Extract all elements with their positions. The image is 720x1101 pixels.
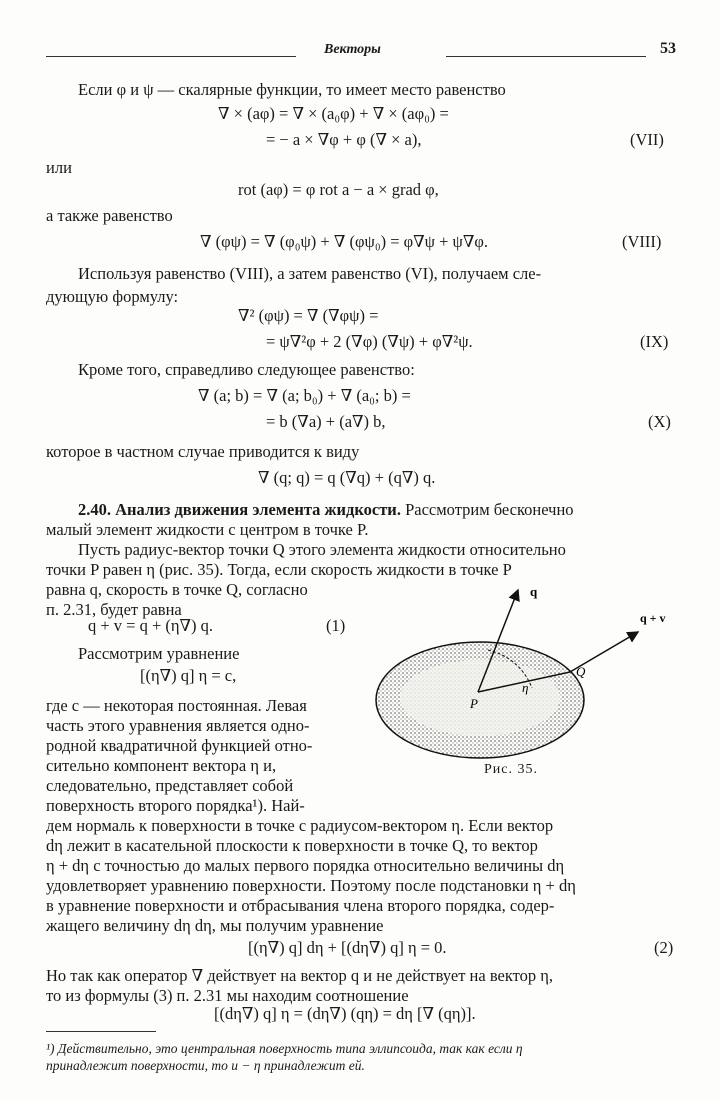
- header-rule-left: [46, 56, 296, 57]
- label-eta: η: [522, 680, 529, 695]
- label-P: P: [470, 696, 478, 711]
- equation-x-line2: = b (∇a) + (a∇) b,: [266, 412, 386, 431]
- label-q: q: [530, 584, 538, 599]
- equation-2: [(η∇) q] dη + [(dη∇) q] η = 0.: [248, 938, 447, 957]
- equation-number: (IX): [640, 332, 669, 351]
- text-line: Пусть радиус-вектор точки Q этого элемента жидкости относительно: [78, 540, 566, 559]
- text-line: точки P равен η (рис. 35). Тогда, если скорость жидкости в точке P: [46, 560, 512, 579]
- figure-35: [370, 580, 710, 780]
- equation-x-line1: ∇ (a; b) = ∇ (a; b₀) + ∇ (a₀; b) =: [198, 386, 411, 405]
- label-Q: Q: [576, 664, 586, 679]
- section-text: Рассмотрим бесконечно: [405, 500, 574, 519]
- text-line: η + dη с точностью до малых первого порядка относительно величины dη: [46, 856, 565, 875]
- label-q-plus-v: q + v: [640, 611, 666, 625]
- equation-special: ∇ (q; q) = q (∇q) + (q∇) q.: [258, 468, 436, 487]
- text-line: часть этого уравнения является одно-: [46, 716, 310, 735]
- text-line: малый элемент жидкости с центром в точке P.: [46, 520, 369, 539]
- text-line: Если φ и ψ — скалярные функции, то имеет место равенство: [78, 80, 506, 99]
- equation-number: (X): [648, 412, 671, 431]
- footnote-line: принадлежит поверхности, то и − η принадлежит ей.: [46, 1058, 365, 1073]
- text-line: где c — некоторая постоянная. Левая: [46, 696, 307, 715]
- section-title: Анализ движения элемента жидкости.: [115, 500, 401, 519]
- running-header: [46, 40, 676, 60]
- text-line: Используя равенство (VIII), а затем равенство (VI), получаем сле-: [78, 264, 542, 283]
- figure-caption: Рис. 35.: [484, 762, 538, 777]
- text-line: дующую формулу:: [46, 287, 179, 306]
- equation-ix-line1: ∇² (φψ) = ∇ (∇φψ) =: [238, 306, 379, 325]
- equation-viii: ∇ (φψ) = ∇ (φ₀ψ) + ∇ (φψ₀) = φ∇ψ + ψ∇φ.: [200, 232, 489, 251]
- header-rule-right: [446, 56, 646, 57]
- text-line: сительно компонент вектора η и,: [46, 756, 277, 775]
- inner-light-region: [400, 660, 560, 736]
- footnote: [46, 1040, 686, 1074]
- text-line: Рассмотрим уравнение: [78, 644, 240, 663]
- footnote-line: ¹) Действительно, это центральная поверхность типа эллипсоида, так как если η: [46, 1041, 523, 1056]
- chapter-title: Векторы: [324, 42, 381, 57]
- text-line: дем нормаль к поверхности в точке с радиусом-вектором η. Если вектор: [46, 816, 554, 835]
- section-number: 2.40.: [78, 500, 111, 519]
- text-line: п. 2.31, будет равна: [46, 600, 182, 619]
- text-line: следовательно, представляет собой: [46, 776, 294, 795]
- equation-vii-line2: = − a × ∇φ + φ (∇ × a),: [266, 130, 422, 149]
- text-line: жащего величину dη dη, мы получим уравнение: [46, 916, 384, 935]
- equation-surface: [(η∇) q] η = c,: [140, 666, 237, 685]
- text-line: dη лежит в касательной плоскости к поверхности в точке Q, то вектор: [46, 836, 538, 855]
- text-line: то из формулы (3) п. 2.31 мы находим соотношение: [46, 986, 409, 1005]
- text-line: Но так как оператор ∇ действует на вектор q и не действует на вектор η,: [46, 966, 554, 985]
- text-line: родной квадратичной функцией отно-: [46, 736, 313, 755]
- text-line: а также равенство: [46, 206, 173, 225]
- text-line: или: [46, 158, 72, 177]
- page-number: 53: [660, 40, 676, 57]
- equation-number: (VIII): [622, 232, 662, 251]
- text-line: Кроме того, справедливо следующее равенство:: [78, 360, 415, 379]
- equation-vii-line1: ∇ × (aφ) = ∇ × (a₀φ) + ∇ × (aφ₀) =: [218, 104, 449, 123]
- equation-number: (1): [326, 616, 346, 635]
- footnote-rule: [46, 1031, 156, 1032]
- equation-relation: [(dη∇) q] η = (dη∇) (qη) = dη [∇ (qη)].: [214, 1004, 476, 1023]
- text-line: поверхность второго порядка¹). Най-: [46, 796, 305, 815]
- text-line: удовлетворяет уравнению поверхности. Поэтому после подстановки η + dη: [46, 876, 576, 895]
- text-line: равна q, скорость в точке Q, согласно: [46, 580, 308, 599]
- equation-number: (2): [654, 938, 674, 957]
- equation-number: (VII): [630, 130, 664, 149]
- equation-rot: rot (aφ) = φ rot a − a × grad φ,: [238, 180, 439, 199]
- equation-ix-line2: = ψ∇²φ + 2 (∇φ) (∇ψ) + φ∇²ψ.: [266, 332, 473, 351]
- text-line: которое в частном случае приводится к виду: [46, 442, 360, 461]
- equation-1: q + v = q + (η∇) q.: [88, 616, 214, 635]
- text-line: в уравнение поверхности и отбрасывания члена второго порядка, содер-: [46, 896, 555, 915]
